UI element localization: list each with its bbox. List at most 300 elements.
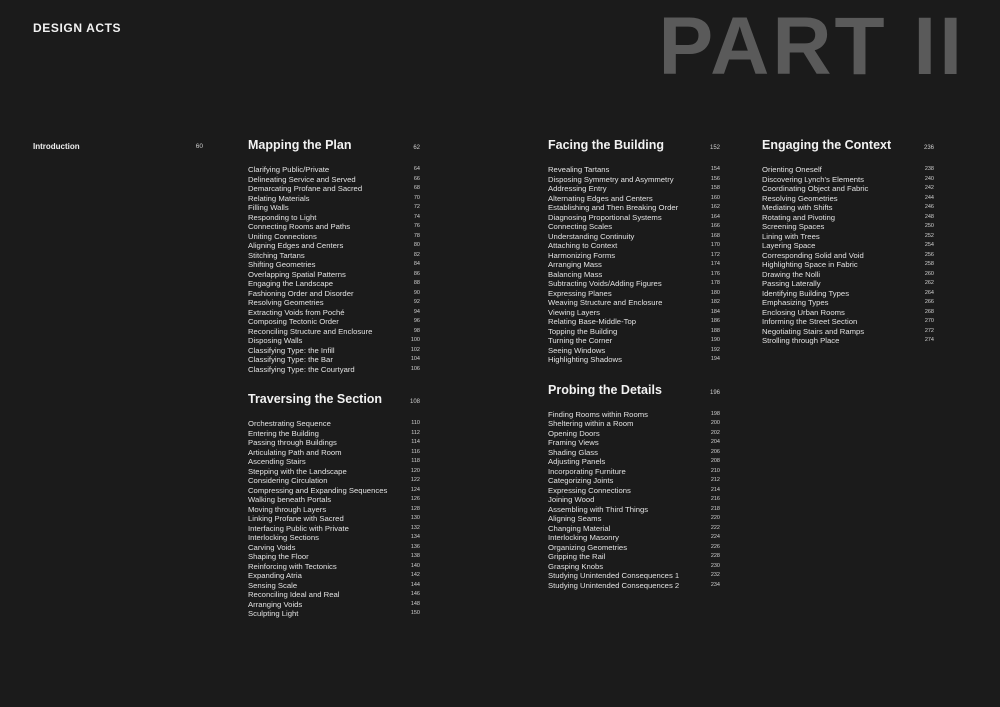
section-heading[interactable]: [248, 138, 420, 158]
toc-entry[interactable]: [548, 552, 720, 562]
toc-entry-page: 242: [924, 185, 934, 191]
toc-entry[interactable]: [548, 279, 720, 289]
toc-entry-page: 180: [710, 289, 720, 296]
toc-entry[interactable]: [762, 232, 934, 242]
toc-entry-title: Gripping the Rail: [548, 552, 606, 561]
toc-entry-page: 90: [413, 289, 420, 296]
section-page: 62: [413, 145, 420, 151]
toc-entry-page: 128: [410, 505, 420, 512]
toc-entry-page: 130: [410, 515, 420, 521]
toc-entry-page: 64: [413, 166, 420, 172]
toc-entry[interactable]: [248, 495, 420, 505]
toc-entry-title: Coordinating Object and Fabric: [762, 184, 869, 193]
section-heading[interactable]: [248, 392, 420, 412]
toc-entry-page: 156: [710, 175, 720, 182]
toc-entry[interactable]: [248, 194, 420, 204]
toc-entry-title: Relating Materials: [248, 193, 310, 203]
toc-entry-page: 248: [924, 213, 934, 220]
toc-entry-title: Negotiating Stairs and Ramps: [762, 326, 865, 336]
intro-entry[interactable]: [33, 142, 203, 151]
toc-entry-title: Topping the Building: [548, 326, 618, 336]
toc-entry-page: 74: [413, 213, 420, 220]
toc-entry[interactable]: [548, 194, 720, 204]
toc-entry[interactable]: [762, 203, 934, 213]
toc-entry-page: 168: [710, 232, 720, 239]
toc-entry[interactable]: [248, 260, 420, 270]
toc-entry[interactable]: [248, 279, 420, 289]
toc-entry[interactable]: [248, 251, 420, 261]
toc-entry-page: 154: [710, 166, 720, 172]
toc-entry[interactable]: [548, 581, 720, 591]
toc-column-2: [548, 138, 720, 590]
toc-entry[interactable]: [548, 184, 720, 194]
toc-entry-title: Identifying Building Types: [762, 288, 850, 298]
section-title: Engaging the Context: [762, 138, 892, 152]
toc-entry-page: 96: [413, 318, 420, 324]
toc-entry[interactable]: [248, 524, 420, 534]
section-mapping: [248, 138, 420, 374]
toc-entry-page: 160: [710, 194, 720, 201]
toc-entry-page: 186: [710, 318, 720, 324]
toc-entry-title: Expanding Atria: [248, 571, 302, 580]
toc-entry-page: 86: [413, 270, 420, 277]
toc-entry[interactable]: [548, 476, 720, 486]
section-heading[interactable]: [548, 138, 720, 158]
toc-entry-title: Turning the Corner: [548, 336, 613, 345]
toc-entry-page: 272: [924, 327, 934, 334]
toc-entry-page: 202: [710, 429, 720, 436]
toc-entry-title: Passing through Buildings: [248, 438, 337, 447]
toc-entry-title: Informing the Street Section: [762, 317, 858, 326]
toc-entry-title: Organizing Geometries: [548, 542, 628, 552]
toc-entry[interactable]: [548, 419, 720, 429]
toc-entry-title: Understanding Continuity: [548, 231, 635, 241]
toc-entry-title: Highlighting Space in Fabric: [762, 260, 858, 269]
toc-entry-page: 244: [924, 194, 934, 201]
toc-entry[interactable]: [548, 533, 720, 543]
toc-entry-page: 182: [710, 299, 720, 305]
toc-entry[interactable]: [248, 476, 420, 486]
toc-entry-title: Expressing Connections: [548, 485, 631, 495]
toc-entry-title: Lining with Trees: [762, 231, 820, 241]
toc-entry-page: 230: [710, 562, 720, 569]
toc-entry-page: 158: [710, 185, 720, 191]
toc-entry[interactable]: [248, 365, 420, 375]
toc-entry-title: Adjusting Panels: [548, 457, 606, 466]
toc-entry-page: 118: [411, 458, 420, 464]
toc-entry[interactable]: [548, 222, 720, 232]
toc-entry[interactable]: [248, 505, 420, 515]
toc-entry[interactable]: [248, 448, 420, 458]
toc-entry-page: 206: [710, 448, 720, 455]
toc-entry-page: 174: [710, 261, 720, 267]
toc-entry[interactable]: [248, 289, 420, 299]
section-page: 236: [923, 145, 934, 151]
toc-column-1: [248, 138, 420, 619]
section-items: [548, 410, 720, 591]
toc-entry-title: Revealing Tartans: [548, 165, 610, 174]
toc-entry-title: Interfacing Public with Private: [248, 523, 349, 533]
toc-entry-title: Studying Unintended Consequences 1: [548, 571, 680, 580]
toc-entry-page: 122: [410, 477, 420, 483]
toc-entry-title: Viewing Layers: [548, 307, 600, 317]
section-title: Traversing the Section: [248, 392, 383, 406]
toc-entry-page: 80: [413, 242, 420, 248]
toc-entry[interactable]: [548, 571, 720, 581]
section-items: [762, 165, 934, 346]
toc-entry[interactable]: [548, 429, 720, 439]
toc-entry-page: 228: [710, 553, 720, 559]
toc-entry-title: Linking Profane with Sacred: [248, 514, 344, 523]
toc-entry-page: 270: [924, 318, 934, 324]
toc-entry-title: Diagnosing Proportional Systems: [548, 212, 662, 222]
toc-entry-page: 246: [924, 204, 934, 210]
toc-entry-title: Reinforcing with Tectonics: [248, 561, 337, 571]
toc-entry[interactable]: [548, 317, 720, 327]
toc-entry[interactable]: [762, 241, 934, 251]
toc-entry[interactable]: [248, 590, 420, 600]
toc-entry-title: Opening Doors: [548, 428, 600, 438]
toc-entry[interactable]: [762, 165, 934, 175]
toc-entry-page: 234: [710, 581, 720, 588]
toc-entry-title: Stitching Tartans: [248, 250, 305, 260]
toc-entry-title: Establishing and Then Breaking Order: [548, 203, 679, 212]
toc-entry-title: Subtracting Voids/Adding Figures: [548, 279, 662, 288]
toc-entry[interactable]: [762, 194, 934, 204]
toc-entry[interactable]: [248, 232, 420, 242]
toc-entry-title: Moving through Layers: [248, 504, 327, 514]
toc-entry[interactable]: [548, 505, 720, 515]
toc-entry-title: Rotating and Pivoting: [762, 212, 836, 222]
toc-entry-page: 146: [410, 591, 420, 597]
toc-entry-page: 268: [924, 308, 934, 315]
toc-entry[interactable]: [548, 336, 720, 346]
toc-entry-page: 192: [710, 346, 720, 353]
toc-entry[interactable]: [548, 355, 720, 365]
toc-entry[interactable]: [548, 562, 720, 572]
toc-entry-page: 92: [413, 299, 420, 305]
toc-entry[interactable]: [548, 457, 720, 467]
section-items: [248, 165, 420, 374]
toc-entry-page: 94: [413, 308, 420, 315]
toc-entry-page: 176: [710, 270, 720, 277]
toc-entry-page: 72: [413, 204, 420, 210]
toc-entry[interactable]: [762, 222, 934, 232]
toc-entry-page: 120: [410, 467, 420, 474]
toc-entry[interactable]: [548, 410, 720, 420]
toc-entry-title: Relating Base-Middle-Top: [548, 317, 637, 326]
section-page: 108: [409, 399, 420, 405]
toc-entry-title: Addressing Entry: [548, 184, 607, 193]
toc-entry[interactable]: [548, 241, 720, 251]
toc-entry[interactable]: [248, 514, 420, 524]
toc-entry-page: 254: [924, 242, 934, 248]
toc-entry[interactable]: [548, 327, 720, 337]
toc-entry-title: Responding to Light: [248, 212, 317, 222]
toc-entry[interactable]: [248, 600, 420, 610]
toc-entry-page: 260: [924, 270, 934, 277]
toc-entry-title: Overlapping Spatial Patterns: [248, 269, 346, 279]
toc-column-3: [762, 138, 934, 346]
toc-entry[interactable]: [248, 609, 420, 619]
toc-entry[interactable]: [762, 270, 934, 280]
toc-entry[interactable]: [548, 495, 720, 505]
toc-entry[interactable]: [548, 438, 720, 448]
toc-entry[interactable]: [548, 543, 720, 553]
toc-entry-page: 204: [710, 439, 720, 445]
toc-entry[interactable]: [548, 251, 720, 261]
toc-entry[interactable]: [248, 175, 420, 185]
toc-entry-page: 106: [410, 365, 420, 372]
toc-entry[interactable]: [762, 260, 934, 270]
toc-entry-title: Classifying Type: the Infill: [248, 345, 335, 355]
section-heading[interactable]: [548, 383, 720, 403]
toc-entry-page: 132: [410, 524, 420, 531]
toc-entry[interactable]: [248, 543, 420, 553]
toc-entry-page: 98: [413, 327, 420, 334]
toc-entry[interactable]: [248, 457, 420, 467]
toc-entry[interactable]: [248, 270, 420, 280]
toc-entry-page: 226: [710, 543, 720, 550]
toc-entry[interactable]: [548, 308, 720, 318]
toc-entry-page: 262: [924, 280, 934, 286]
toc-entry-title: Arranging Mass: [548, 260, 602, 269]
toc-entry-page: 84: [413, 261, 420, 267]
section-heading[interactable]: [762, 138, 934, 158]
toc-entry[interactable]: [762, 308, 934, 318]
section-traversing: [248, 392, 420, 619]
toc-entry[interactable]: [248, 419, 420, 429]
toc-entry[interactable]: [248, 165, 420, 175]
toc-entry-page: 214: [710, 486, 720, 493]
toc-entry-page: 178: [710, 280, 720, 286]
toc-entry-title: Joining Wood: [548, 495, 595, 504]
toc-entry[interactable]: [248, 429, 420, 439]
toc-entry[interactable]: [762, 213, 934, 223]
toc-entry-page: 76: [413, 223, 420, 229]
toc-entry[interactable]: [248, 581, 420, 591]
toc-entry[interactable]: [548, 260, 720, 270]
toc-entry[interactable]: [248, 562, 420, 572]
toc-entry-title: Highlighting Shadows: [548, 355, 622, 364]
toc-entry[interactable]: [548, 467, 720, 477]
toc-entry[interactable]: [548, 298, 720, 308]
toc-entry-page: 140: [410, 562, 420, 569]
toc-entry-page: 238: [924, 166, 934, 172]
toc-entry-title: Entering the Building: [248, 428, 319, 438]
toc-entry-title: Interlocking Masonry: [548, 533, 619, 542]
toc-entry[interactable]: [762, 289, 934, 299]
toc-entry-title: Changing Material: [548, 523, 611, 533]
toc-entry-title: Sculpting Light: [248, 609, 299, 618]
toc-entry-title: Connecting Rooms and Paths: [248, 222, 351, 231]
toc-entry-title: Reconciling Ideal and Real: [248, 590, 340, 599]
toc-entry-page: 274: [924, 337, 934, 343]
toc-entry[interactable]: [548, 213, 720, 223]
toc-entry[interactable]: [248, 486, 420, 496]
toc-entry-title: Screening Spaces: [762, 222, 825, 231]
toc-entry-page: 172: [710, 251, 720, 258]
toc-entry-page: 124: [410, 486, 420, 493]
toc-entry[interactable]: [248, 298, 420, 308]
toc-entry-title: Considering Circulation: [248, 476, 328, 485]
intro-page: 60: [195, 143, 203, 150]
toc-entry-title: Uniting Connections: [248, 231, 317, 241]
toc-entry-page: 138: [410, 553, 420, 559]
toc-entry[interactable]: [248, 241, 420, 251]
toc-entry-page: 150: [410, 610, 420, 616]
toc-entry-title: Carving Voids: [248, 542, 296, 552]
toc-entry[interactable]: [548, 346, 720, 356]
toc-entry-title: Alternating Edges and Centers: [548, 193, 653, 203]
toc-entry-page: 136: [410, 543, 420, 550]
toc-entry-title: Ascending Stairs: [248, 457, 306, 466]
toc-entry-title: Discovering Lynch's Elements: [762, 174, 865, 184]
toc-entry-page: 170: [710, 242, 720, 248]
toc-entry[interactable]: [248, 203, 420, 213]
toc-entry[interactable]: [248, 308, 420, 318]
toc-entry[interactable]: [248, 467, 420, 477]
toc-entry-page: 200: [710, 420, 720, 426]
toc-entry[interactable]: [548, 203, 720, 213]
toc-entry[interactable]: [548, 524, 720, 534]
toc-entry[interactable]: [248, 184, 420, 194]
toc-entry[interactable]: [248, 213, 420, 223]
toc-entry-title: Grasping Knobs: [548, 561, 604, 571]
toc-entry-title: Extracting Voids from Poché: [248, 307, 345, 317]
toc-entry[interactable]: [762, 317, 934, 327]
toc-entry-page: 142: [410, 572, 420, 578]
toc-entry-page: 66: [413, 175, 420, 182]
toc-entry-page: 212: [710, 477, 720, 483]
toc-entry-page: 210: [710, 467, 720, 474]
toc-entry-title: Framing Views: [548, 438, 599, 447]
toc-entry-title: Reconciling Structure and Enclosure: [248, 326, 373, 336]
toc-entry-title: Studying Unintended Consequences 2: [548, 580, 680, 590]
toc-entry-title: Orienting Oneself: [762, 165, 822, 174]
toc-entry[interactable]: [248, 552, 420, 562]
toc-entry[interactable]: [248, 438, 420, 448]
toc-entry[interactable]: [248, 336, 420, 346]
toc-entry-title: Walking beneath Portals: [248, 495, 332, 504]
toc-entry[interactable]: [248, 571, 420, 581]
section-engaging: [762, 138, 934, 346]
toc-entry-page: 256: [924, 251, 934, 258]
toc-entry-title: Weaving Structure and Enclosure: [548, 298, 663, 307]
toc-entry[interactable]: [762, 184, 934, 194]
toc-entry-page: 162: [710, 204, 720, 210]
toc-entry[interactable]: [548, 486, 720, 496]
toc-entry-title: Expressing Planes: [548, 288, 612, 298]
toc-entry-page: 114: [411, 439, 420, 445]
toc-entry-title: Corresponding Solid and Void: [762, 250, 864, 260]
toc-entry-title: Arranging Voids: [248, 599, 303, 609]
toc-entry-title: Categorizing Joints: [548, 476, 614, 485]
toc-entry-page: 218: [710, 505, 720, 512]
toc-entry-page: 252: [924, 232, 934, 239]
toc-entry[interactable]: [762, 279, 934, 289]
toc-entry-title: Connecting Scales: [548, 222, 613, 231]
toc-entry[interactable]: [248, 222, 420, 232]
toc-entry-title: Classifying Type: the Courtyard: [248, 364, 355, 374]
toc-entry-page: 216: [710, 496, 720, 502]
toc-entry-title: Disposing Symmetry and Asymmetry: [548, 174, 674, 184]
toc-entry[interactable]: [548, 289, 720, 299]
toc-entry[interactable]: [548, 232, 720, 242]
toc-entry-title: Delineating Service and Served: [248, 174, 356, 184]
toc-entry-title: Enclosing Urban Rooms: [762, 307, 845, 317]
toc-entry-page: 164: [710, 213, 720, 220]
toc-entry-page: 198: [710, 410, 720, 417]
toc-entry-title: Disposing Walls: [248, 336, 303, 345]
section-items: [548, 165, 720, 365]
toc-entry[interactable]: [248, 317, 420, 327]
toc-entry[interactable]: [762, 251, 934, 261]
toc-entry[interactable]: [248, 327, 420, 337]
toc-entry-page: 190: [710, 337, 720, 343]
toc-entry[interactable]: [548, 165, 720, 175]
toc-entry[interactable]: [248, 346, 420, 356]
toc-entry-title: Layering Space: [762, 241, 816, 250]
toc-entry[interactable]: [762, 336, 934, 346]
toc-entry-page: 258: [924, 261, 934, 267]
section-facing: [548, 138, 720, 365]
toc-entry[interactable]: [548, 514, 720, 524]
toc-entry-page: 88: [413, 280, 420, 286]
toc-entry-page: 148: [410, 600, 420, 607]
toc-entry[interactable]: [248, 533, 420, 543]
toc-entry-title: Aligning Seams: [548, 514, 602, 523]
toc-entry-page: 188: [710, 327, 720, 334]
section-title: Mapping the Plan: [248, 138, 352, 152]
toc-entry-title: Balancing Mass: [548, 269, 603, 279]
section-title: Facing the Building: [548, 138, 664, 152]
toc-entry[interactable]: [762, 175, 934, 185]
part-title: PART II: [658, 1, 965, 92]
toc-entry-title: Orchestrating Sequence: [248, 419, 331, 428]
section-title: Probing the Details: [548, 382, 662, 397]
toc-entry-title: Classifying Type: the Bar: [248, 355, 333, 364]
toc-entry[interactable]: [762, 298, 934, 308]
toc-entry-title: Harmonizing Forms: [548, 250, 616, 260]
section-probing: [548, 383, 720, 591]
toc-entry-page: 126: [410, 496, 420, 502]
toc-entry[interactable]: [548, 448, 720, 458]
toc-entry[interactable]: [762, 327, 934, 337]
toc-entry-title: Attaching to Context: [548, 241, 618, 250]
toc-entry-page: 112: [411, 429, 420, 436]
toc-entry-page: 100: [410, 337, 420, 343]
toc-entry[interactable]: [548, 175, 720, 185]
toc-entry-page: 116: [411, 448, 420, 455]
toc-entry-title: Seeing Windows: [548, 345, 606, 355]
toc-entry-page: 224: [710, 534, 720, 540]
toc-entry-page: 144: [410, 581, 420, 588]
toc-entry-title: Passing Laterally: [762, 279, 821, 288]
section-page: 152: [709, 145, 720, 151]
intro-label: Introduction: [33, 142, 80, 151]
toc-entry-page: 102: [410, 346, 420, 353]
toc-entry-title: Emphasizing Types: [762, 298, 829, 307]
toc-entry-page: 78: [413, 232, 420, 239]
toc-entry[interactable]: [548, 270, 720, 280]
toc-entry-page: 82: [413, 251, 420, 258]
toc-entry-page: 184: [710, 308, 720, 315]
toc-entry-title: Strolling through Place: [762, 336, 840, 345]
toc-entry[interactable]: [248, 355, 420, 365]
toc-entry-title: Composing Tectonic Order: [248, 317, 339, 326]
toc-entry-title: Articulating Path and Room: [248, 447, 342, 457]
